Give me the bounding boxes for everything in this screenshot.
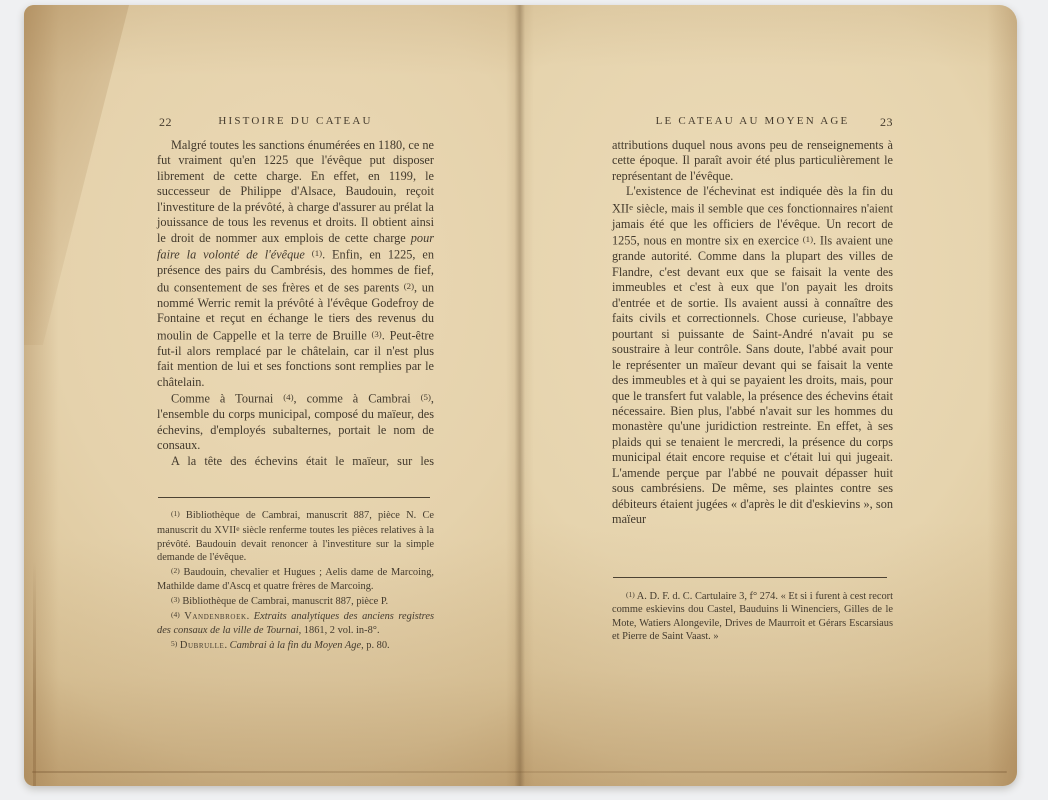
running-header-right bbox=[612, 115, 893, 131]
text-run: , l'ensemble du corps municipal, composé du maïeur, des échevins, d'employés subalternes, portait le nom de consaux. bbox=[157, 391, 434, 453]
text-run: Cambrai à la fin du Moyen Age bbox=[229, 640, 362, 652]
text-run: . bbox=[224, 640, 230, 652]
bottom-page-edge-line bbox=[32, 771, 1007, 773]
text-run: A la tête des échevins était le maïeur, sur les bbox=[171, 453, 434, 468]
text-run: A. D. F. d. C. Cartulaire 3, f° 274. « Et si i furent à cest recort comme eskievins dou Castel, Bauduins li Winenciers, Gilles de le Mote, Watiers Alongevile, Drives de Maurroit et Gérars Escarsiaus et Pierre de Saint Vaast. » bbox=[612, 591, 893, 642]
text-run: (4) bbox=[283, 392, 294, 403]
paragraph bbox=[157, 593, 434, 608]
footnote-rule-right bbox=[613, 577, 887, 578]
text-run: siècle, mais il semble que ces fonctionnaires n'aient jamais été que les officiers de l'évêque. Un recort de 1255, nous en montre six en exercice bbox=[612, 201, 893, 249]
gutter-shadow bbox=[506, 5, 534, 786]
text-run: , un nommé Werric remit la prévôté à l'évêque Godefroy de Fontaine et reçut en échange le tiers des revenus du moulin de Cappelle et la terre de Bruille bbox=[157, 280, 434, 343]
paragraph bbox=[157, 390, 434, 453]
paragraph bbox=[157, 507, 434, 564]
paragraph bbox=[157, 454, 434, 469]
text-run bbox=[305, 248, 312, 262]
page-number-left: 22 bbox=[159, 115, 172, 129]
body-text-left bbox=[157, 138, 434, 469]
text-run: . Peut-être fut-il alors remplacé par le châtelain, car il n'est plus fait mention de lui et ses fonctions sont remplies par le châtelain. bbox=[157, 328, 434, 389]
text-run: . Enfin, en 1225, en présence des pairs du Cambrésis, des hommes de fief, du consentement de ses frères et de ses parents bbox=[157, 247, 434, 295]
text-run: Bibliothèque de Cambrai, manuscrit 887, pièce N. Ce manuscrit du XVII bbox=[157, 510, 434, 537]
text-run: Comme à Tournai bbox=[171, 391, 284, 406]
footnotes-right bbox=[612, 588, 893, 643]
text-run: (4) bbox=[171, 610, 180, 620]
text-run: (2) bbox=[171, 566, 180, 576]
text-run: L'existence de l'échevinat est indiquée dès la fin du XII bbox=[612, 184, 893, 216]
text-run: pour faire la volonté de l'évêque bbox=[157, 230, 434, 262]
text-run: (3) bbox=[371, 328, 382, 339]
page-number-right: 23 bbox=[880, 115, 893, 129]
text-run: , p. 80. bbox=[361, 640, 390, 652]
running-title-left: HISTOIRE DU CATEAU bbox=[218, 115, 373, 127]
text-run: (5) bbox=[420, 392, 431, 403]
text-run: (3) bbox=[171, 594, 180, 604]
text-run: Vandenbroek bbox=[184, 611, 247, 623]
footnote-rule-left bbox=[158, 497, 430, 498]
paragraph bbox=[157, 138, 434, 390]
paragraph bbox=[157, 608, 434, 637]
text-run: (1) bbox=[171, 509, 180, 518]
text-run: (2) bbox=[403, 280, 415, 291]
text-run: , 1861, 2 vol. in-8°. bbox=[298, 624, 380, 636]
text-run: Baudouin, chevalier et Hugues ; Aelis dame de Marcoing, Mathilde dame d'Ascq et quatre frères de Marcoing. bbox=[157, 567, 434, 592]
footnotes-left bbox=[157, 507, 434, 652]
book-spread bbox=[24, 5, 1017, 786]
running-title-right: LE CATEAU AU MOYEN AGE bbox=[655, 115, 850, 127]
text-run: siècle renferme toutes les pièces relatives à la prévôté. Baudouin devait renoncer à l'investiture sur la simple demande de l'évêque. bbox=[157, 525, 434, 564]
text-run: (1) bbox=[802, 234, 814, 245]
text-run: Bibliothèque de Cambrai, manuscrit 887, pièce P. bbox=[179, 596, 389, 608]
text-run: 5) bbox=[171, 639, 178, 648]
paragraph bbox=[612, 588, 893, 643]
paragraph bbox=[612, 138, 893, 184]
text-run: attributions duquel nous avons peu de renseignements à cette époque. Il paraît avoir été plus particulièrement le représentant de l'évêque. bbox=[612, 138, 893, 183]
paragraph bbox=[157, 564, 434, 593]
page-corner-fold bbox=[24, 5, 129, 345]
text-run: . Ils avaient une grande autorité. Comme dans la plupart des villes de Flandre, c'est devant eux que se faisait la vente des immeubles et c'est à eux que l'on payait les droits d'entrée et de sortie. Ils avaient aussi à connaître des faits civils et correctionnels. Chose curieuse, l'abbaye pourtant si puissante de Saint-André n'avait pu se soustraire à leur contrôle. Sans doute, l'abbé avait pour le représenter un maïeur devant qui se faisait la vente des immeubles et à qui se payaient les droits, mais, pour que le transfert fut valable, la présence des échevins était nécessaire. Bien plus, l'abbé n'avait sur les hommes du monastère qu'une juridiction restreinte. En effet, à ses plaids qui se tenaient le mercredi, la présence du corps municipal était encore requise et c'était lui qui jugeait. L'amende perçue par l'abbé ne pouvait dépasser huit sous cambrésiens. De même, ses plaintes contre ses débiteurs étaient jugées « d'après le dit d'eskievins », son maïeur bbox=[612, 234, 894, 527]
text-run: e bbox=[629, 201, 634, 212]
text-run: , comme à Cambrai bbox=[293, 391, 421, 406]
paragraph bbox=[157, 637, 434, 652]
page-right bbox=[520, 5, 1017, 786]
text-run: Malgré toutes les sanctions énumérées en 1180, ce ne fut vraiment qu'en 1225 que l'évêque put disposer librement de cette charge. En effet, en 1199, le successeur de Philippe d'Alsace, Baudouin, reçoit l'investiture de la prévôté, à charge d'assurer au prélat la jouissance de tous les revenus et droits. Il obtient ainsi le droit de nommer aux emplois de cette charge bbox=[157, 138, 434, 245]
paragraph bbox=[612, 184, 893, 527]
text-run: e bbox=[236, 524, 240, 534]
page-left bbox=[24, 5, 520, 786]
text-run: Dubrulle bbox=[179, 640, 225, 652]
text-run: . bbox=[246, 611, 254, 623]
running-header-left bbox=[157, 115, 434, 131]
under-page-edge bbox=[33, 561, 36, 786]
text-run: (1) bbox=[311, 248, 323, 259]
body-text-right bbox=[612, 138, 893, 528]
text-run: Extraits analytiques des anciens registres des consaux de la ville de Tournai bbox=[157, 611, 434, 636]
text-run: (1) bbox=[626, 590, 635, 599]
